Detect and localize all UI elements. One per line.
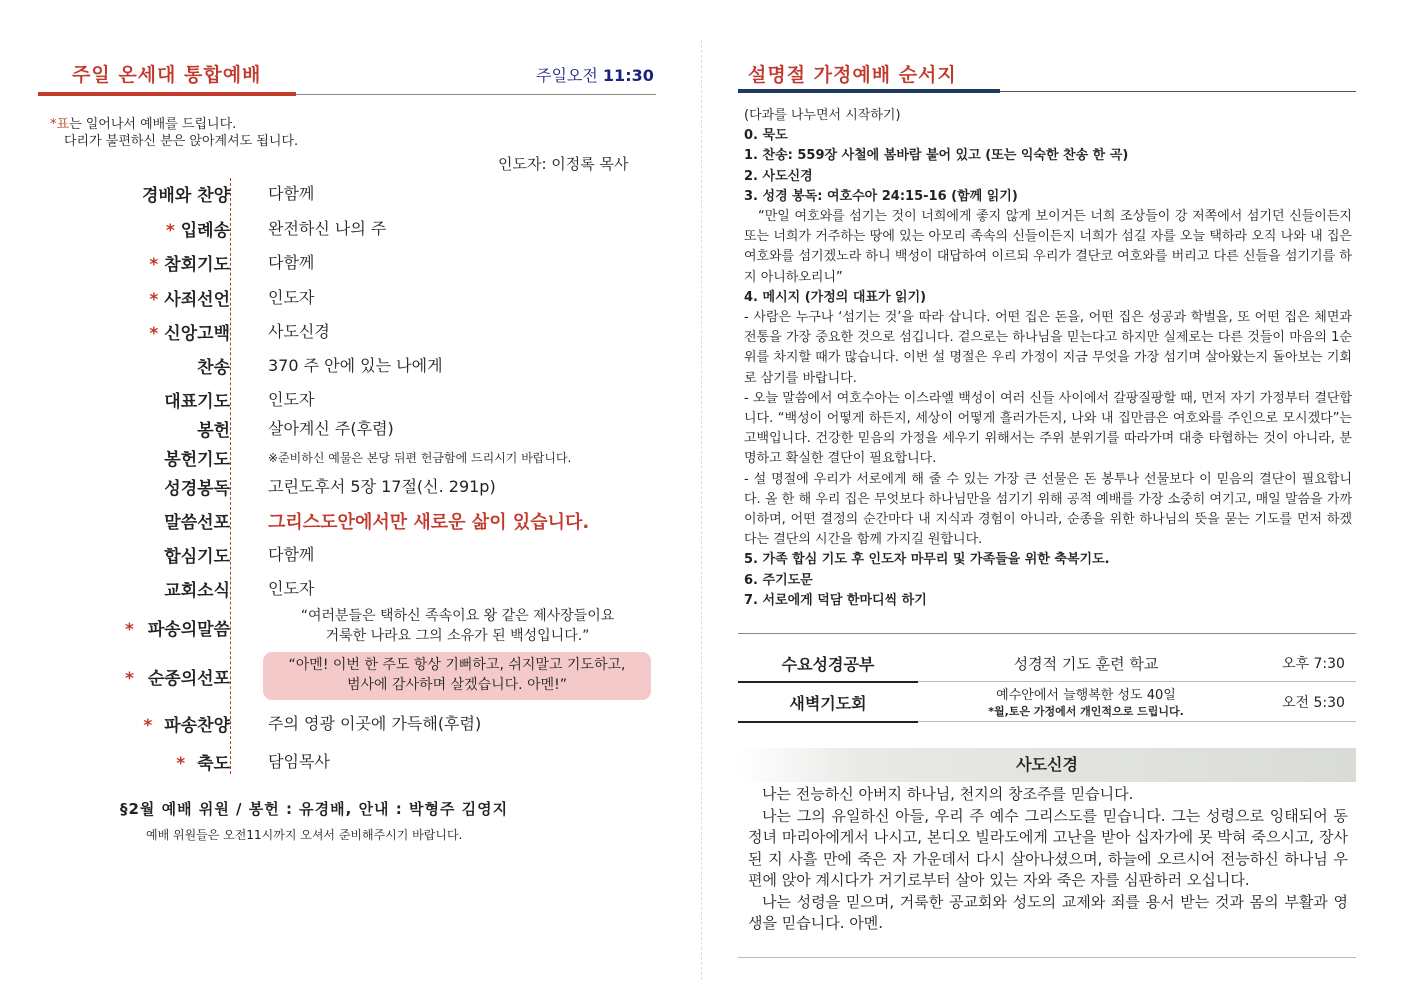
message-paragraph: - 사람은 누구나 ‘섬기는 것’을 따라 삽니다. 어떤 집은 돈을, 어떤 집은 성공과 학벌을, 또 어떤 집은 체면과 전통을 가장 중요한 것으로 섬깁니다. 겉으로는 하나님을 믿는다고 하지만 실제로는 다른 것들이 마음의 1순위를 차지할 때가 많습니다. 이번 설 명절은 우리 가정이 지금 무엇을 가장 섬기며 살아왔는지 돌아보는 기회로 삼기를 바랍니다.	[744, 310, 1352, 386]
creed-paragraph: 나는 그의 유일하신 아들, 우리 주 예수 그리스도를 믿습니다. 그는 성령으로 잉태되어 동정녀 마리아에게서 나시고, 본디오 빌라도에게 고난을 받아 십자가에 못 박혀 죽으시고, 장사된 지 사흘 만에 죽은 자 가운데서 다시 살아나셨으며, 하늘에 오르시어 전능하신 하나님 우편에 앉아 계시다가 거기로부터 살아 있는 자와 죽은 자를 심판하러 오십니다.	[748, 806, 1348, 889]
obedience-declaration: “아멘! 이번 한 주도 항상 기뻐하고, 쉬지말고 기도하고, 범사에 감사하며 살겠습니다. 아멘!”	[263, 652, 651, 700]
order-value: 담임목사	[268, 752, 330, 771]
order-label: * 순종의선포	[124, 669, 230, 689]
order-value: 인도자	[268, 390, 315, 409]
order-label: * 축도	[176, 754, 230, 774]
schedule-rule	[918, 681, 1356, 682]
order-label: 찬송	[197, 358, 230, 378]
schedule-desc: 성경적 기도 훈련 학교	[1013, 655, 1159, 673]
step: 7. 서로에게 덕담 한마디씩 하기	[744, 592, 927, 608]
family-worship-title: 설명절 가정예배 순서지	[748, 64, 957, 86]
step: 1. 찬송: 559장 사철에 봄바람 불어 있고 (또는 익숙한 찬송 한 곡)	[744, 148, 1129, 164]
note-star: *표	[50, 117, 70, 132]
step: 2. 사도신경	[744, 168, 813, 184]
schedule-time: 오후 7:30	[1282, 656, 1345, 672]
standing-note	[50, 116, 298, 150]
title-underline	[1000, 91, 1356, 92]
worship-staff-note: 예배 위원들은 오전11시까지 오셔서 준비해주시기 바랍니다.	[146, 828, 463, 842]
order-label: * 파송의말씀	[124, 620, 230, 640]
schedule-name: 수요성경공부	[781, 655, 875, 674]
order-label: * 신앙고백	[149, 324, 230, 344]
order-label: 말씀선포	[164, 513, 230, 533]
order-label: 대표기도	[164, 392, 230, 412]
creed-bottom-rule	[738, 957, 1356, 958]
schedule-name: 새벽기도회	[789, 694, 867, 713]
order-value: 다함께	[268, 184, 315, 203]
step: 5. 가족 합심 기도 후 인도자 마무리 및 가족들을 위한 축복기도.	[744, 552, 1110, 568]
creed-paragraph: 나는 전능하신 아버지 하나님, 천지의 창조주를 믿습니다.	[762, 785, 1134, 803]
schedule-top-rule	[738, 633, 1356, 634]
schedule-desc: 예수안에서 늘행복한 성도 40일 *월,토은 가정에서 개인적으로 드립니다.	[988, 688, 1184, 718]
order-label: 경배와 찬양	[141, 186, 230, 206]
order-label: 봉헌	[197, 421, 230, 441]
order-label: 합심기도	[164, 547, 230, 567]
order-value: ※준비하신 예물은 본당 뒤편 헌금함에 드리시기 바랍니다.	[268, 451, 572, 465]
step: 4. 메시지 (가정의 대표가 읽기)	[744, 289, 927, 305]
order-value: 사도신경	[268, 322, 330, 341]
order-label: 성경봉독	[164, 479, 230, 499]
schedule-rule	[738, 681, 918, 683]
note-line1: 는 일어나서 예배를 드립니다.	[69, 117, 237, 132]
order-label: * 입례송	[165, 221, 230, 241]
worship-title: 주일 온세대 통합예배	[72, 64, 262, 86]
order-value: 살아계신 주(후렴)	[268, 419, 394, 438]
note-line2: 다리가 불편하신 분은 앉아계셔도 됩니다.	[64, 134, 299, 149]
worship-staff: §2월 예배 위원 / 봉헌 : 유경배, 안내 : 박형주 김영지	[120, 800, 509, 818]
order-label: * 참회기도	[149, 255, 230, 275]
worship-time-label: 주일오전	[536, 66, 598, 85]
message-paragraph: - 설 명절에 우리가 서로에게 해 줄 수 있는 가장 큰 선물은 돈 봉투나 선물보다 이 믿음의 결단이 필요합니다. 올 한 해 우리 집은 무엇보다 하나님만을 섬기기 위해 공적 예배를 가장 소중히 여기고, 매일 말씀을 가까이하며, 어떤 결정의 순간마다 내 지식과 경험이 아니라, 순종을 위한 하나님의 뜻을 묻는 기도를 먼저 하겠다는 결단의 시간을 함께 가지길 원합니다.	[744, 471, 1352, 548]
sending-word: “여러분들은 택하신 족속이요 왕 같은 제사장들이요 거룩한 나라요 그의 소유가 된 백성입니다.”	[300, 608, 615, 644]
intro: (다과를 나누면서 시작하기)	[744, 108, 901, 123]
order-value: 주의 영광 이곳에 가득해(후렴)	[268, 714, 482, 733]
worship-time-value: 11:30	[602, 66, 654, 85]
family-worship-order	[744, 106, 1352, 611]
order-label: * 파송찬양	[143, 716, 230, 736]
order-value: 고린도후서 5장 17절(신. 291p)	[268, 477, 496, 496]
step: 6. 주기도문	[744, 572, 813, 588]
step: 3. 성경 봉독: 여호수아 24:15-16 (함께 읽기)	[744, 188, 1018, 204]
title-underline-accent	[738, 89, 1000, 93]
schedule-rule	[738, 721, 918, 723]
order-value: 인도자	[268, 579, 315, 598]
schedule-time: 오전 5:30	[1282, 695, 1345, 711]
apostles-creed	[748, 784, 1348, 935]
order-value: 370 주 안에 있는 나에게	[268, 356, 443, 375]
message-paragraph: - 오늘 말씀에서 여호수아는 이스라엘 백성이 여러 신들 사이에서 갈팡질팡할 때, 먼저 자기 가정부터 결단합니다. “백성이 어떻게 하든지, 세상이 어떻게 흘러가든지, 나와 내 집만큼은 여호와를 주인으로 모시겠다”는 고백입니다. 건강한 믿음의 가정을 세우기 위해서는 주위 분위기를 따라가며 대충 타협하는 것이 아니라, 분명하고 확실한 결단이 필요합니다.	[744, 390, 1352, 467]
worship-time	[536, 63, 654, 86]
order-value: 완전하신 나의 주	[268, 219, 387, 238]
schedule-rule	[918, 721, 1356, 722]
title-underline	[296, 94, 656, 95]
sermon-title: 그리스도안에서만 새로운 삶이 있습니다.	[268, 512, 590, 533]
order-label: 봉헌기도	[164, 450, 230, 470]
page-fold	[701, 40, 702, 980]
step: 0. 묵도	[744, 128, 788, 144]
order-value: 다함께	[268, 545, 315, 564]
order-label: 교회소식	[164, 581, 230, 601]
creed-title: 사도신경	[738, 748, 1356, 782]
title-underline-accent	[38, 92, 296, 96]
creed-paragraph: 나는 성령을 믿으며, 거룩한 공교회와 성도의 교제와 죄를 용서 받는 것과 몸의 부활과 영생을 믿습니다. 아멘.	[748, 892, 1348, 932]
order-label: * 사죄선언	[149, 290, 230, 310]
scripture-text: “만일 여호와를 섬기는 것이 너희에게 좋지 않게 보이거든 너희 조상들이 강 저쪽에서 섬기던 신들이든지 또는 너희가 거주하는 땅에 있는 아모리 족속의 신들이든지 너희가 섬길 자를 오늘 택하라 오직 나와 내 집은 여호와를 섬기겠노라 하니 백성이 대답하여 이르되 우리가 결단코 여호와를 버리고 다른 신들을 섬기기를 하지 아니하오리니”	[744, 209, 1352, 285]
order-value: 인도자	[268, 288, 315, 307]
order-divider	[230, 178, 231, 774]
leader: 인도자: 이정록 목사	[498, 155, 629, 173]
order-value: 다함께	[268, 253, 315, 272]
